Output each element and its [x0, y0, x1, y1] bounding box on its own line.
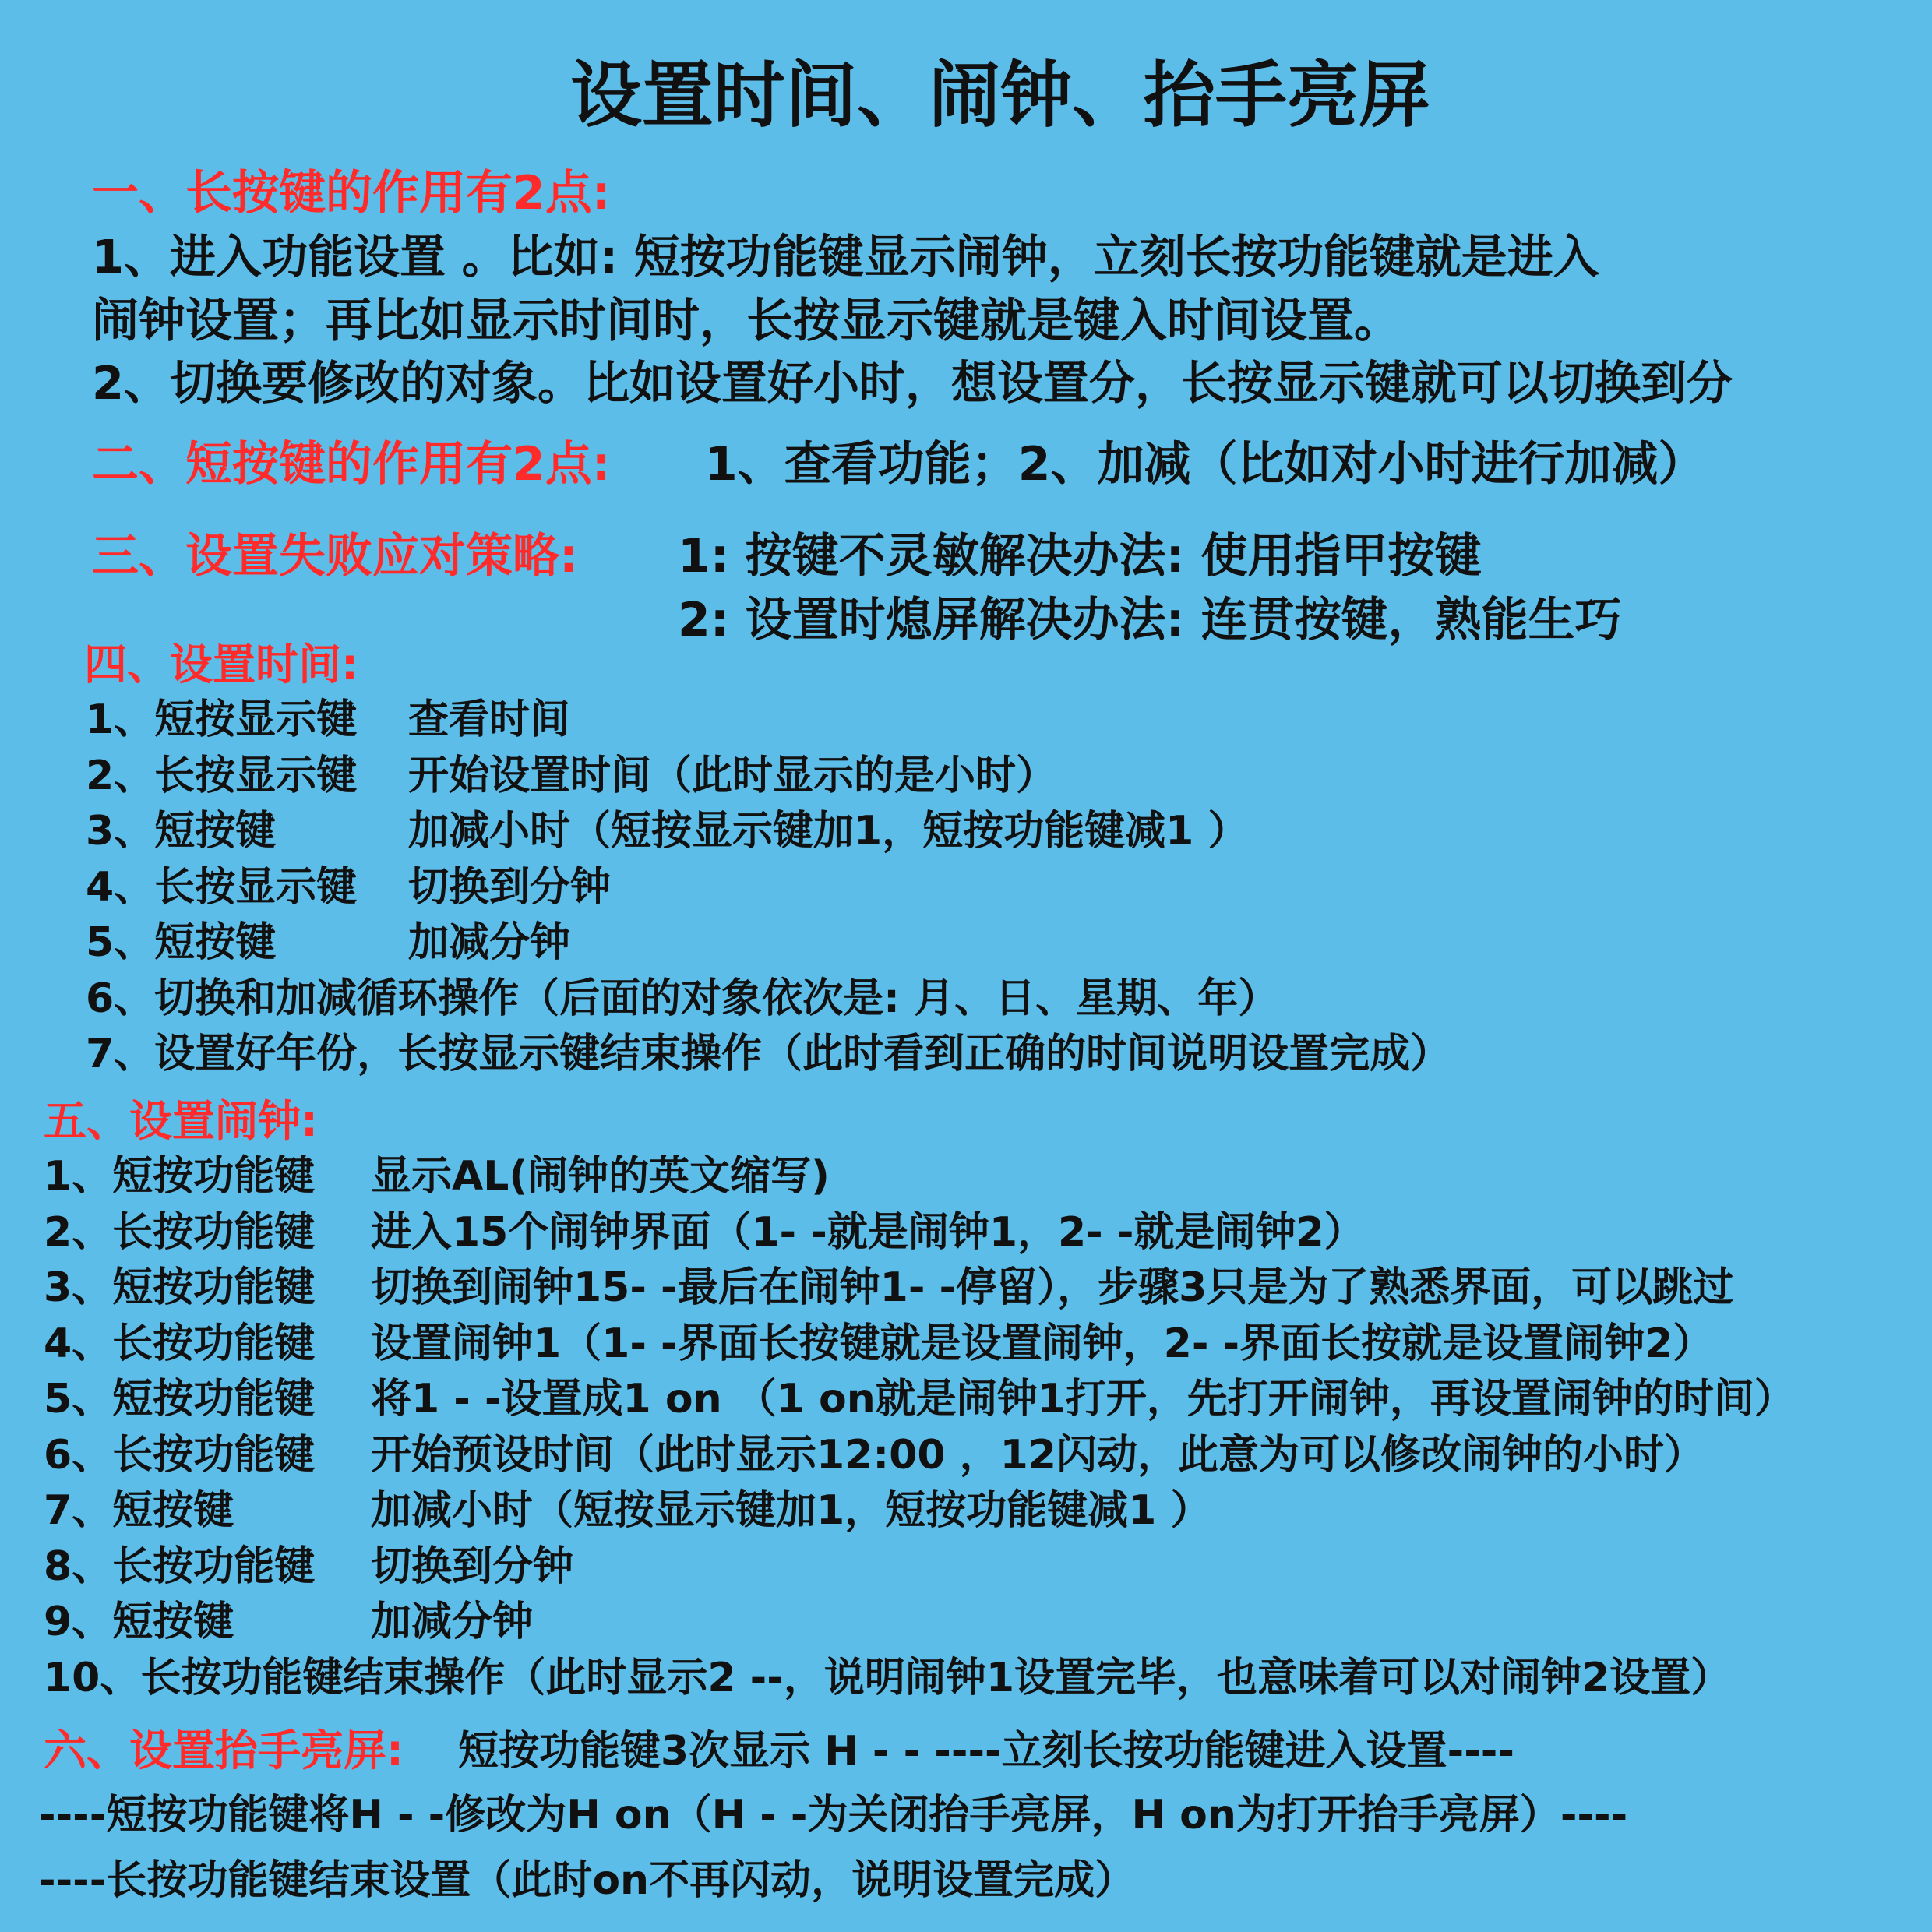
section6-line1: 短按功能键3次显示 H - - ----立刻长按功能键进入设置----: [458, 1728, 1514, 1775]
step-key: 10、长按功能键结束操作（此时显示2 --，说明闹钟1设置完毕，也意味着可以对闹钟2设置）: [44, 1654, 1732, 1701]
step-desc: 查看时间: [408, 696, 571, 743]
section1-line3: 2、切换要修改的对象。比如设置好小时，想设置分，长按显示键就可以切换到分: [92, 356, 1733, 410]
section6-line3: ----长按功能键结束设置（此时on不再闪动，说明设置完成）: [39, 1857, 1136, 1904]
step-desc: 加减小时（短按显示键加1，短按功能键减1 ）: [408, 808, 1249, 855]
step-key: 4、长按功能键: [44, 1320, 316, 1367]
section3-item2: 2: 设置时熄屏解决办法: 连贯按键，熟能生巧: [678, 593, 1622, 647]
step-desc: 加减分钟: [371, 1599, 534, 1645]
section3-heading: 三、设置失败应对策略:: [92, 529, 578, 583]
step-key: 7、短按键: [44, 1487, 234, 1534]
section6-heading: 六、设置抬手亮屏:: [44, 1726, 404, 1775]
step-desc: 切换到分钟: [371, 1542, 574, 1590]
step-key: 8、长按功能键: [44, 1542, 316, 1590]
section1-line1: 1、进入功能设置 。比如: 短按功能键显示闹钟，立刻长按功能键就是进入: [92, 230, 1599, 284]
section6-line2: ----短按功能键将H - -修改为H on（H - -为关闭抬手亮屏，H on为打开抬手亮屏）----: [39, 1792, 1628, 1839]
step-desc: 切换到分钟: [408, 863, 612, 911]
section2-text: 1、查看功能；2、加减（比如对小时进行加减）: [705, 437, 1705, 492]
step-key: 2、长按显示键: [86, 752, 358, 799]
step-desc: 加减分钟: [408, 919, 571, 966]
step-desc: 加减小时（短按显示键加1，短按功能键减1 ）: [371, 1487, 1211, 1534]
step-key: 5、短按键: [86, 919, 277, 966]
step-desc: 进入15个闹钟界面（1- -就是闹钟1，2- -就是闹钟2）: [371, 1208, 1365, 1256]
section4-heading: 四、设置时间:: [84, 640, 358, 689]
step-key: 7、设置好年份，长按显示键结束操作（此时看到正确的时间说明设置完成）: [86, 1031, 1451, 1077]
step-desc: 开始设置时间（此时显示的是小时）: [408, 752, 1057, 799]
step-desc: 开始预设时间（此时显示12:00 ，12闪动，此意为可以修改闹钟的小时）: [371, 1431, 1705, 1479]
step-key: 1、短按功能键: [44, 1153, 316, 1200]
step-desc: 设置闹钟1（1- -界面长按键就是设置闹钟，2- -界面长按就是设置闹钟2）: [371, 1320, 1714, 1367]
step-desc: 显示AL(闹钟的英文缩写): [371, 1153, 830, 1200]
step-desc: 将1 - -设置成1 on （1 on就是闹钟1打开，先打开闹钟，再设置闹钟的时间）: [371, 1376, 1795, 1423]
step-key: 1、短按显示键: [86, 696, 358, 743]
step-desc: 切换到闹钟15- -最后在闹钟1- -停留），步骤3只是为了熟悉界面，可以跳过: [371, 1264, 1734, 1311]
step-key: 4、长按显示键: [86, 863, 358, 911]
step-key: 3、短按功能键: [44, 1264, 316, 1311]
step-key: 6、切换和加减循环操作（后面的对象依次是: 月、日、星期、年）: [86, 975, 1279, 1022]
step-key: 2、长按功能键: [44, 1208, 316, 1256]
step-key: 3、短按键: [86, 808, 277, 855]
section1-heading: 一、长按键的作用有2点:: [92, 166, 611, 220]
section5-heading: 五、设置闹钟:: [44, 1096, 318, 1146]
section2-heading: 二、短按键的作用有2点:: [92, 437, 611, 492]
page-title: 设置时间、闹钟、抬手亮屏: [570, 53, 1431, 137]
step-key: 6、长按功能键: [44, 1431, 316, 1479]
step-key: 9、短按键: [44, 1599, 234, 1645]
step-key: 5、短按功能键: [44, 1376, 316, 1423]
section1-line2: 闹钟设置；再比如显示时间时，长按显示键就是键入时间设置。: [92, 294, 1401, 348]
section3-item1: 1: 按键不灵敏解决办法: 使用指甲按键: [678, 529, 1482, 583]
